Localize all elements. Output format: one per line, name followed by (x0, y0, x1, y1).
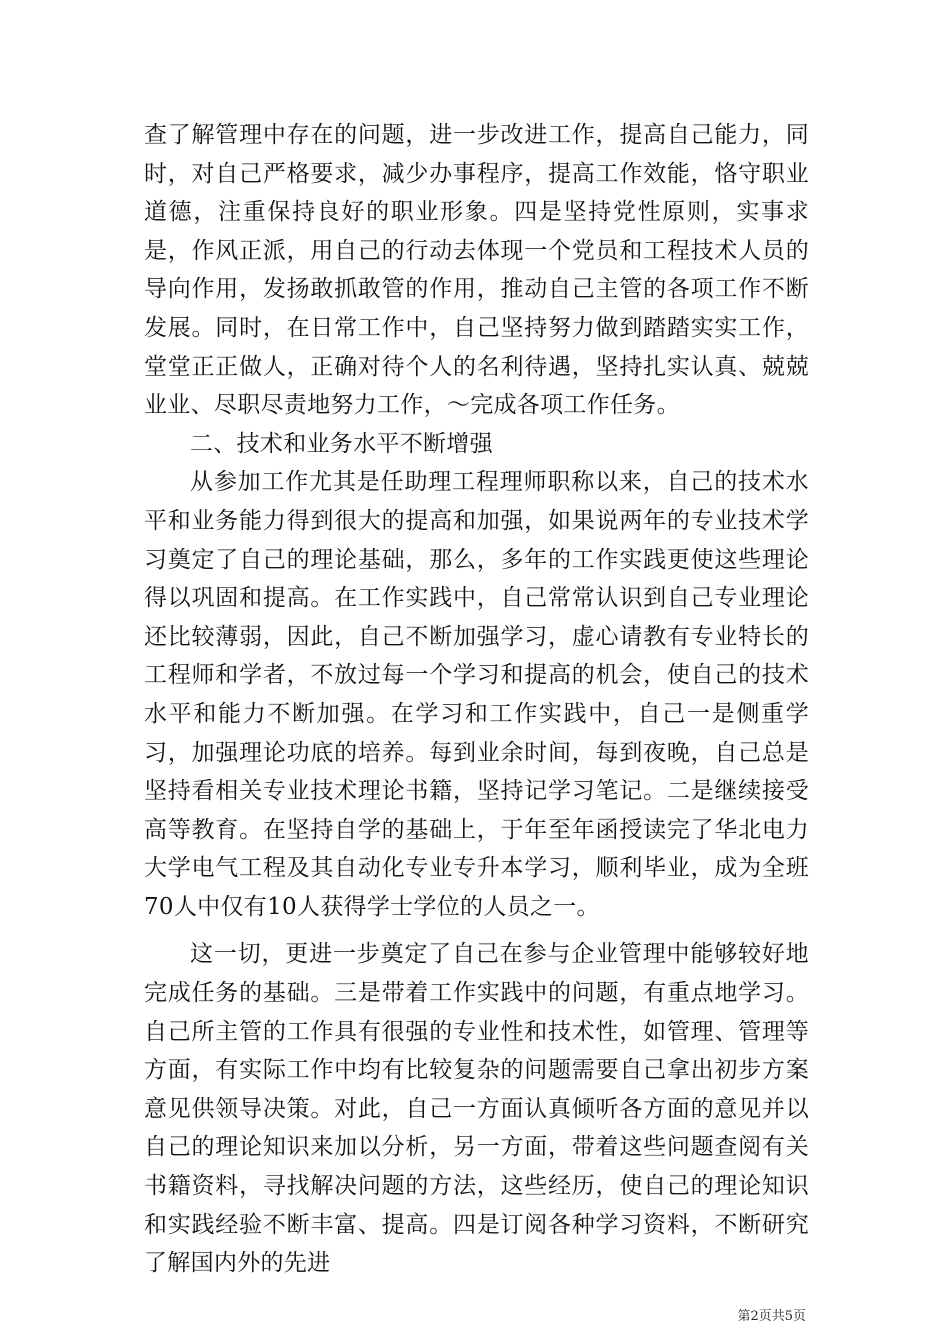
paragraph-technical-growth: 从参加工作尤其是任助理工程理师职称以来，自己的技术水平和业务能力得到很大的提高和加强，如果说两年的专业技术学习奠定了自己的理论基础，那么，多年的工作实践更使这些理论得以巩固和提高。在工作实践中，自己常常认识到自己专业理论还比较薄弱，因此，自己不断加强学习，虚心请教有专业特长的工程师和学者，不放过每一个学习和提高的机会，使自己的技术水平和能力不断加强。在学习和工作实践中，自己一是侧重学习，加强理论功底的培养。每到业余时间，每到夜晚，自己总是坚持看相关专业技术理论书籍，坚持记学习笔记。二是继续接受高等教育。在坚持自学的基础上，于年至年函授读完了华北电力大学电气工程及其自动化专业专升本学习，顺利毕业，成为全班70人中仅有10人获得学士学位的人员之一。 (144, 469, 809, 920)
section-heading: 二、技术和业务水平不断增强 (190, 430, 493, 457)
paragraph-foundation: 这一切，更进一步奠定了自己在参与企业管理中能够较好地完成任务的基础。三是带着工作实践中的问题，有重点地学习。自己所主管的工作具有很强的专业性和技术性，如管理、管理等方面，有实际工作中均有比较复杂的问题需要自己拿出初步方案意见供领导决策。对此，自己一方面认真倾听各方面的意见并以自己的理论知识来加以分析，另一方面，带着这些问题查阅有关书籍资料，寻找解决问题的方法，这些经历，使自己的理论知识和实践经验不断丰富、提高。四是订阅各种学习资料，不断研究了解国内外的先进 (144, 941, 809, 1277)
page-number-footer: 第2页共5页 (737, 1309, 806, 1324)
document-body (144, 116, 809, 1283)
paragraph-continuation: 查了解管理中存在的问题，进一步改进工作，提高自己能力，同时，对自己严格要求，减少办事程序，提高工作效能，恪守职业道德，注重保持良好的职业形象。四是坚持党性原则，实事求是，作风正派，用自己的行动去体现一个党员和工程技术人员的导向作用，发扬敢抓敢管的作用，推动自己主管的各项工作不断发展。同时，在日常工作中，自己坚持努力做到踏踏实实工作，堂堂正正做人，正确对待个人的名利待遇，坚持扎实认真、兢兢业业、尽职尽责地努力工作，～完成各项工作任务。 (144, 122, 809, 419)
